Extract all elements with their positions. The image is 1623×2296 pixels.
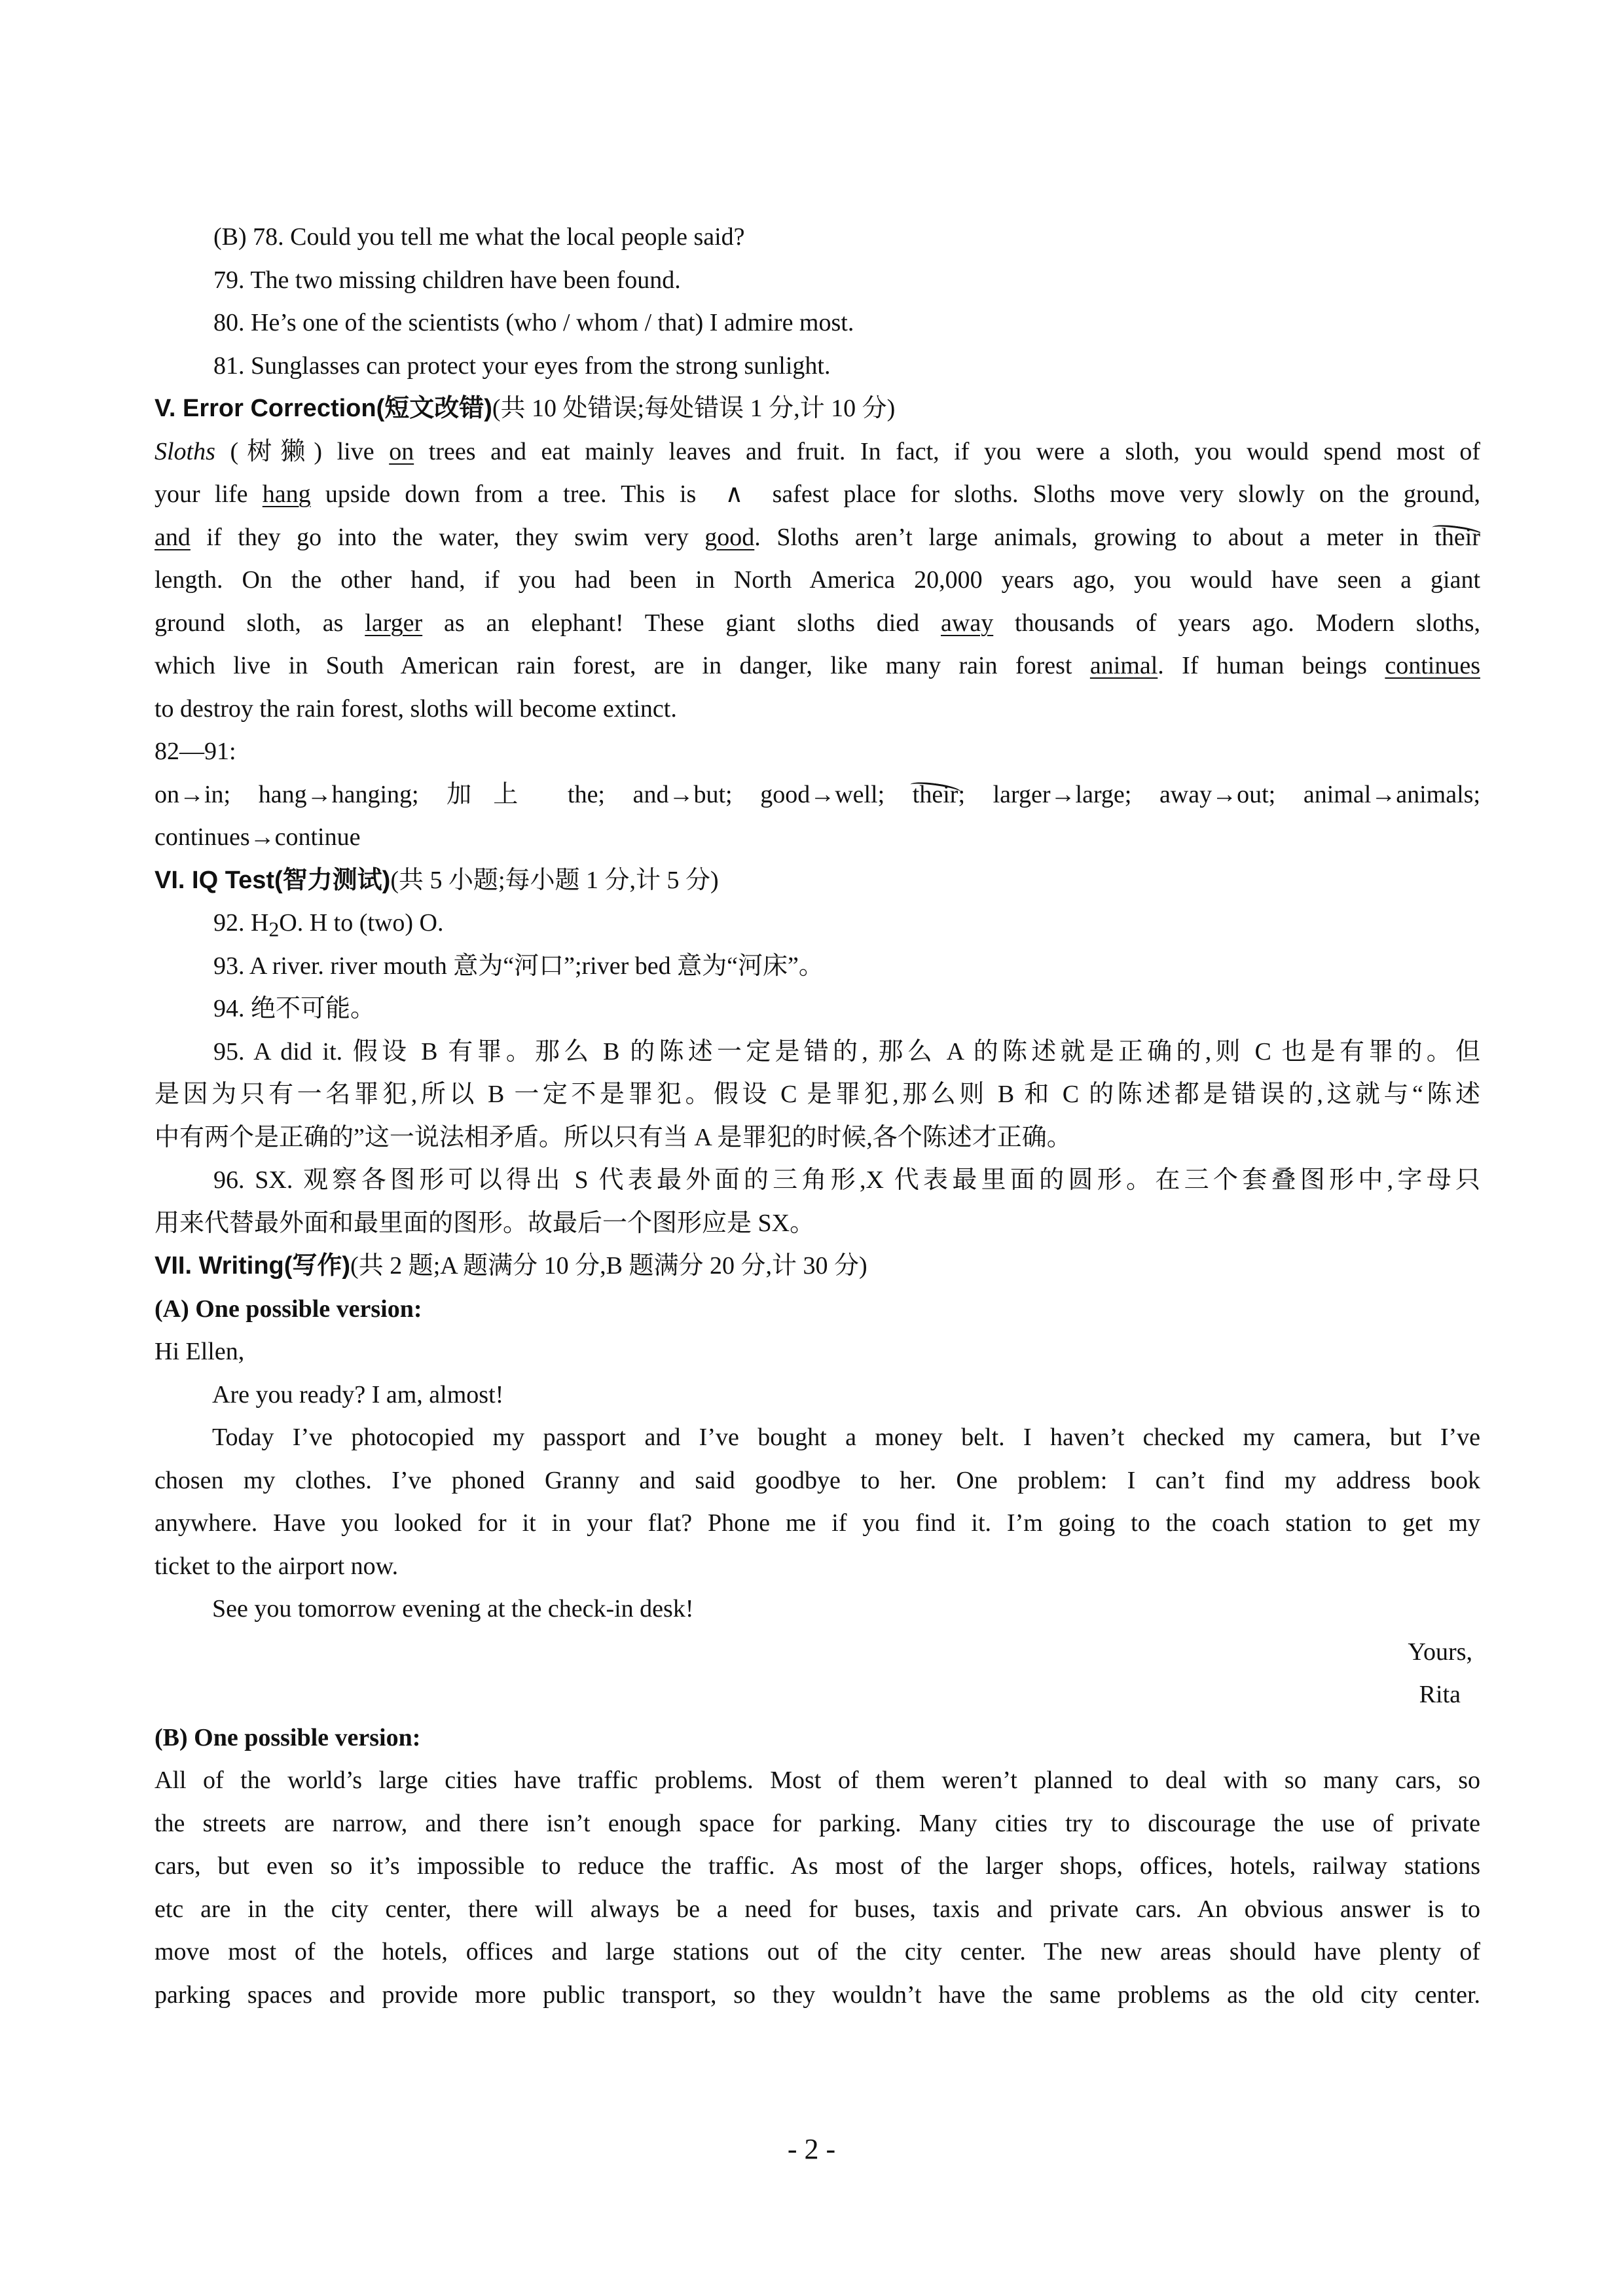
passage-line-6 [155,645,1480,688]
passage-line-5 [155,602,1480,645]
page-number: - 2 - [787,2133,836,2165]
essay-line: parking spaces and provide more public transport, so they wouldn’t have the same problems as the old city center. [155,1981,1480,2009]
passage-text: safest place for sloths. Sloths move very slowly on the ground, [757,480,1480,508]
essay-line: etc are in the city center, there will always be a need for buses, taxis and private cars. An obvious answer is to [155,1895,1480,1923]
letter-paragraph-2-line-1: Today I’ve photocopied my passport and I’ve bought a money belt. I haven’t checked my camera, but I’ve [212,1424,1480,1451]
answer-94: 94. 绝不可能。 [213,995,376,1022]
passage-text: as an elephant! These giant sloths died [422,609,941,637]
answer-key-page [155,216,1480,2017]
answer-95-line-1: 95. A did it. 假设 B 有罪。那么 B 的陈述一定是错的, 那么 A 的陈述就是正确的,则 C 也是有罪的。但 [213,1037,1480,1066]
answers-text: on→in; hang→hanging; 加上 the; and→but; good→well; [155,780,913,808]
letter-paragraph-2-line-4: ticket to the airport now. [155,1552,399,1580]
passage-line-2 [155,473,1480,516]
answer-92 [155,902,1480,945]
passage-text: which live in South American rain forest, are in danger, like many rain forest [155,652,1090,679]
passage-line-4: length. On the other hand, if you had been in North America 20,000 years ago, you would have seen a giant [155,566,1480,594]
version-b-label: (B) One possible version: [155,1723,421,1751]
error-correction-answers-cont: continues→continue [155,823,361,851]
subscript-2: 2 [268,918,280,941]
passage-line-3 [155,516,1480,560]
section-vii-heading [155,1245,1480,1288]
error-marked-word: on [389,437,414,465]
answer-96-line-2: 用来代替最外面和最里面的图形。故最后一个图形应是 SX。 [155,1209,815,1237]
answer-79: 79. The two missing children have been found. [213,266,681,294]
section-v-title: V. Error Correction(短文改错) [155,395,492,422]
error-marked-word: hang [262,480,311,508]
section-vi-scoring-note: (共 5 小题;每小题 1 分,计 5 分) [390,866,719,894]
passage-text: ground sloth, as [155,609,365,637]
essay-line: move most of the hotels, offices and large stations out of the city center. The new areas should have plenty of [155,1938,1480,1965]
essay-line: All of the world’s large cities have traffic problems. Most of them weren’t planned to deal with so many cars, so [155,1767,1480,1794]
letter-paragraph-2-line-2: chosen my clothes. I’ve phoned Granny and said goodbye to her. One problem: I can’t find my address book [155,1466,1480,1494]
answer-80: 80. He’s one of the scientists (who / whom / that) I admire most. [213,309,854,336]
passage-text: if they go into the water, they swim very [190,523,705,551]
deleted-word: their [912,780,958,808]
passage-text: your life [155,480,263,508]
passage-text: (树獭) live [215,437,390,465]
deletion-marked-word: their [1434,523,1480,551]
error-marked-word: larger [365,609,423,637]
answer-96-line-1: 96. SX. 观察各图形可以得出 S 代表最外面的三角形,X 代表最里面的圆形。在三个套叠图形中,字母只 [213,1166,1480,1194]
answer-93: 93. A river. river mouth 意为“河口”;river bed 意为“河床”。 [213,952,824,980]
answers-label: 82—91: [155,738,236,765]
answer-92-text: O. H to (two) O. [279,909,444,937]
error-marked-word: and [155,523,191,551]
error-marked-word: continues [1385,652,1480,679]
letter-greeting: Hi Ellen, [155,1338,245,1365]
passage-text: . Sloths aren’t large animals, growing to about a meter in [754,523,1435,551]
section-v-heading [155,387,1480,431]
section-v-scoring-note: (共 10 处错误;每处错误 1 分,计 10 分) [492,395,896,422]
passage-text: trees and eat mainly leaves and fruit. In fact, if you were a sloth, you would spend most of [414,437,1480,465]
version-a-label: (A) One possible version: [155,1295,422,1323]
sloths-word: Sloths [155,437,215,465]
passage-line-7: to destroy the rain forest, sloths will become extinct. [155,694,677,723]
section-vii-title: VII. Writing(写作) [155,1252,351,1280]
letter-signature: Rita [1419,1681,1461,1708]
essay-line: cars, but even so it’s impossible to reduce the traffic. As most of the larger shops, offices, hotels, railway stations [155,1852,1480,1880]
letter-closing: Yours, [1408,1638,1472,1666]
passage-text: upside down from a tree. This is [310,480,711,508]
answer-95-line-2: 是因为只有一名罪犯,所以 B 一定不是罪犯。假设 C 是罪犯,那么则 B 和 C 的陈述都是错误的,这就与“陈述 [155,1081,1480,1108]
error-marked-word: animal [1089,652,1158,679]
answers-text: ; larger→large; away→out; animal→animals; [958,780,1480,808]
letter-paragraph-1: Are you ready? I am, almost! [212,1380,504,1408]
insertion-caret: ∧ [725,480,744,508]
section-vi-title: VI. IQ Test(智力测试) [155,866,391,894]
passage-line-1 [155,431,1480,474]
error-correction-answers [155,774,1480,817]
error-marked-word: away [941,609,994,637]
section-vii-scoring-note: (共 2 题;A 题满分 10 分,B 题满分 20 分,计 30 分) [350,1252,867,1280]
error-marked-word: good [704,523,755,551]
passage-text: thousands of years ago. Modern sloths, [993,609,1480,637]
letter-paragraph-3: See you tomorrow evening at the check-in desk! [212,1595,694,1623]
passage-text: . If human beings [1158,652,1385,679]
answer-92-text: 92. H [213,909,269,937]
essay-line: the streets are narrow, and there isn’t enough space for parking. Many cities try to discourage the use of private [155,1809,1480,1837]
answer-78: (B) 78. Could you tell me what the local people said? [213,223,745,251]
section-vi-heading [155,859,1480,903]
letter-paragraph-2-line-3: anywhere. Have you looked for it in your flat? Phone me if you find it. I’m going to the coach station to get my [155,1509,1480,1537]
answer-95-line-3: 中有两个是正确的”这一说法相矛盾。所以只有当 A 是罪犯的时候,各个陈述才正确。 [155,1123,1072,1151]
answer-81: 81. Sunglasses can protect your eyes from the strong sunlight. [213,351,831,380]
